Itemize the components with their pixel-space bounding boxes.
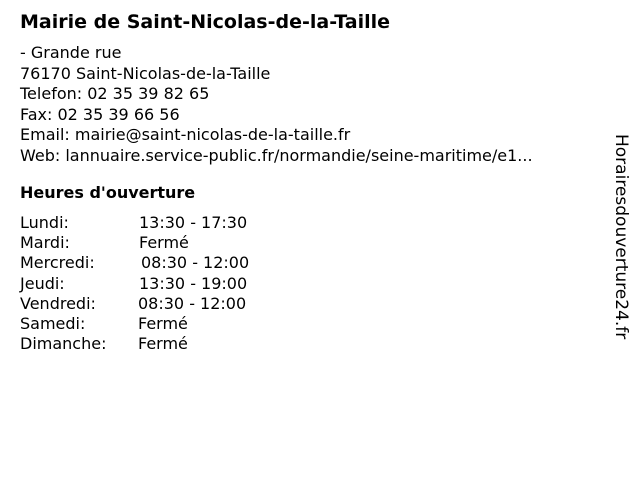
day-label: Mercredi: bbox=[20, 253, 95, 273]
address-block bbox=[20, 43, 533, 166]
day-hours: 08:30 - 12:00 bbox=[141, 253, 250, 273]
day-label: Lundi: bbox=[20, 213, 69, 232]
email-line[interactable]: Email: mairie@saint-nicolas-de-la-taille.fr bbox=[20, 125, 351, 144]
hours-heading: Heures d'ouverture bbox=[20, 183, 196, 202]
city-line: 76170 Saint-Nicolas-de-la-Taille bbox=[20, 63, 271, 83]
day-label: Samedi: bbox=[20, 313, 86, 333]
day-label: Jeudi: bbox=[20, 273, 65, 293]
phone-line[interactable]: Telefon: 02 35 39 82 65 bbox=[20, 84, 210, 103]
page-title: Mairie de Saint-Nicolas-de-la-Taille bbox=[20, 11, 391, 33]
day-hours: Fermé bbox=[138, 313, 188, 333]
web-line[interactable]: Web: lannuaire.service-public.fr/normandie/seine-maritime/e1... bbox=[20, 145, 533, 165]
day-hours: 13:30 - 19:00 bbox=[139, 273, 248, 293]
day-label: Vendredi: bbox=[20, 293, 96, 313]
fax-line: Fax: 02 35 39 66 56 bbox=[20, 104, 180, 124]
brand-watermark: Horairesdouverture24.fr bbox=[611, 134, 631, 340]
street-line: - Grande rue bbox=[20, 43, 122, 62]
day-hours: 13:30 - 17:30 bbox=[139, 213, 248, 232]
day-label: Dimanche: bbox=[20, 334, 107, 354]
day-label: Mardi: bbox=[20, 233, 70, 253]
day-hours: Fermé bbox=[139, 233, 189, 253]
day-hours: 08:30 - 12:00 bbox=[138, 293, 247, 313]
day-hours: Fermé bbox=[138, 334, 188, 354]
